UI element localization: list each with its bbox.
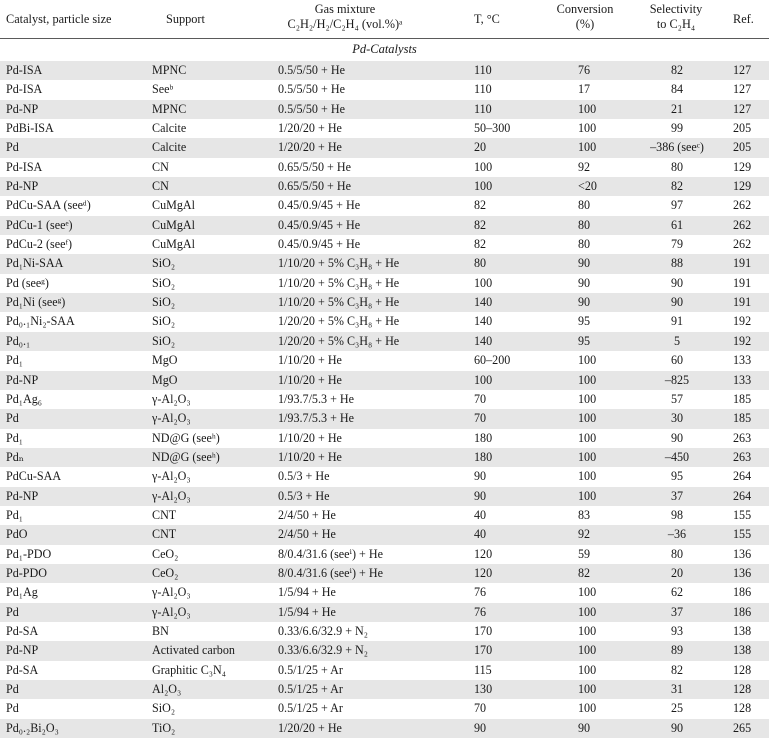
cell-temperature: 100 [474, 372, 493, 387]
cell-temperature: 120 [474, 546, 493, 561]
cell-conversion: 82 [578, 565, 591, 580]
cell-temperature: 60–200 [474, 353, 511, 368]
cell-support: γ-Al₂O₃ [152, 469, 191, 484]
cell-ref: 129 [733, 159, 752, 174]
cell-ref: 264 [733, 469, 752, 484]
table-row [0, 622, 769, 641]
cell-temperature: 170 [474, 623, 493, 638]
cell-conversion: 100 [578, 488, 597, 503]
cell-gas-mixture: 1/20/20 + 5% C₃H₈ + He [278, 314, 400, 329]
table-row [0, 177, 769, 196]
cell-gas-mixture: 0.5/5/50 + He [278, 101, 345, 116]
header-gas-line2: C₂H₂/H₂/C₂H₄ (vol.%)ᵃ [287, 17, 403, 31]
table-row [0, 680, 769, 699]
cell-conversion: 100 [578, 623, 597, 638]
cell-catalyst: PdBi-ISA [6, 121, 54, 136]
cell-support: SiO₂ [152, 314, 176, 329]
cell-gas-mixture: 0.45/0.9/45 + He [278, 198, 361, 213]
cell-temperature: 70 [474, 411, 487, 426]
cell-conversion: 100 [578, 372, 597, 387]
cell-support: SiO₂ [152, 295, 176, 310]
cell-support: CNT [152, 527, 177, 542]
cell-support: CN [152, 179, 169, 194]
header-ref: Ref. [733, 12, 754, 26]
header-conversion-line2: (%) [575, 17, 595, 31]
cell-support: CN [152, 159, 169, 174]
cell-support: Seeᵇ [152, 82, 174, 97]
cell-ref: 138 [733, 643, 752, 658]
table-row [0, 661, 769, 680]
cell-ref: 136 [733, 546, 752, 561]
cell-catalyst: Pd [6, 604, 19, 619]
cell-temperature: 76 [474, 604, 487, 619]
cell-ref: 192 [733, 314, 752, 329]
cell-support: BN [152, 623, 169, 638]
cell-catalyst: Pd₀.₁ [6, 333, 31, 348]
cell-selectivity: 90 [670, 275, 684, 290]
cell-ref: 205 [733, 121, 752, 136]
cell-conversion: 100 [578, 391, 597, 406]
cell-support: MgO [152, 372, 178, 387]
cell-conversion: 100 [578, 643, 597, 658]
cell-conversion: 83 [578, 507, 591, 522]
cell-ref: 127 [733, 82, 752, 97]
cell-gas-mixture: 0.65/5/50 + He [278, 159, 351, 174]
table-row [0, 312, 769, 331]
cell-catalyst: Pd-ISA [6, 159, 43, 174]
cell-conversion: 92 [578, 159, 591, 174]
cell-catalyst: Pd-NP [6, 372, 39, 387]
header-gas-line1: Gas mixture [314, 2, 376, 16]
cell-catalyst: Pd₁Ag [6, 585, 38, 600]
cell-support: CeO₂ [152, 565, 179, 580]
cell-ref: 185 [733, 411, 752, 426]
cell-conversion: 100 [578, 682, 597, 696]
cell-selectivity: 61 [670, 217, 684, 232]
cell-gas-mixture: 1/10/20 + 5% C₃H₈ + He [278, 295, 400, 310]
cell-support: MPNC [152, 63, 187, 77]
cell-temperature: 100 [474, 179, 493, 194]
cell-conversion: 100 [578, 430, 597, 445]
cell-catalyst: Pd₁Ni (seeᵍ) [6, 295, 66, 310]
cell-catalyst: Pd₁ [6, 507, 23, 522]
cell-gas-mixture: 0.5/3 + He [278, 488, 330, 503]
cell-catalyst: PdCu-SAA (seeᵈ) [6, 198, 91, 213]
cell-support: TiO₂ [152, 720, 176, 735]
cell-support: γ-Al₂O₃ [152, 585, 191, 600]
cell-selectivity: 80 [670, 159, 684, 174]
cell-gas-mixture: 0.5/1/25 + Ar [278, 662, 343, 677]
cell-conversion: 90 [578, 275, 591, 290]
cell-temperature: 90 [474, 720, 487, 735]
cell-temperature: 110 [474, 101, 492, 116]
cell-conversion: 100 [578, 585, 597, 600]
cell-catalyst: PdCu-1 (seeᵉ) [6, 217, 73, 232]
cell-catalyst: Pd₁-PDO [6, 546, 52, 561]
cell-conversion: 90 [578, 295, 591, 310]
cell-support: γ-Al₂O₃ [152, 411, 191, 426]
cell-support: Calcite [152, 140, 187, 155]
table-row [0, 332, 769, 351]
cell-temperature: 140 [474, 333, 493, 348]
cell-ref: 262 [733, 237, 752, 252]
cell-catalyst: Pd₁ [6, 353, 23, 368]
cell-conversion: 100 [578, 411, 597, 426]
table-row [0, 467, 769, 486]
header-temperature: T, °C [474, 12, 500, 26]
cell-gas-mixture: 1/5/94 + He [278, 604, 336, 619]
cell-ref: 186 [733, 585, 752, 600]
cell-conversion: 100 [578, 121, 597, 136]
cell-conversion: 100 [578, 353, 597, 368]
cell-catalyst: Pd [6, 140, 19, 155]
cell-selectivity: 21 [670, 101, 684, 116]
cell-selectivity: 89 [670, 643, 684, 658]
cell-catalyst: Pd-SA [6, 623, 39, 638]
cell-gas-mixture: 0.65/5/50 + He [278, 179, 351, 194]
cell-catalyst: Pd-NP [6, 643, 39, 658]
cell-selectivity: 82 [670, 662, 684, 677]
cell-ref: 128 [733, 662, 752, 677]
cell-conversion: 100 [578, 140, 597, 155]
table-row [0, 351, 769, 370]
cell-support: ND@G (seeʰ) [152, 449, 220, 464]
cell-selectivity: 93 [670, 623, 684, 638]
cell-conversion: 59 [578, 546, 591, 561]
cell-selectivity: 82 [670, 179, 684, 194]
cell-gas-mixture: 0.5/3 + He [278, 469, 330, 484]
table-row [0, 119, 769, 138]
table-row [0, 409, 769, 428]
header-support: Support [166, 12, 205, 26]
cell-conversion: 100 [578, 469, 597, 484]
cell-gas-mixture: 1/10/20 + 5% C₃H₈ + He [278, 275, 400, 290]
cell-selectivity: 84 [670, 82, 684, 97]
cell-conversion: 95 [578, 314, 591, 329]
cell-catalyst: Pd-ISA [6, 82, 43, 97]
cell-selectivity: 57 [670, 391, 684, 406]
cell-support: Graphitic C₃N₄ [152, 662, 226, 677]
header-conversion [545, 2, 625, 32]
table-row [0, 564, 769, 583]
cell-selectivity: 80 [670, 546, 684, 561]
cell-support: CeO₂ [152, 546, 179, 561]
table-row [0, 699, 769, 718]
header-selectivity-line2: to C₂H₄ [656, 17, 696, 31]
cell-conversion: 92 [578, 527, 591, 542]
cell-ref: 133 [733, 353, 752, 368]
table-row [0, 603, 769, 622]
cell-conversion: 90 [578, 720, 591, 735]
cell-gas-mixture: 0.33/6.6/32.9 + N₂ [278, 643, 368, 658]
cell-support: SiO₂ [152, 701, 176, 716]
cell-conversion: 100 [578, 701, 597, 716]
cell-catalyst: Pd [6, 682, 19, 696]
cell-selectivity: 99 [670, 121, 684, 136]
table-row [0, 525, 769, 544]
cell-selectivity: 31 [670, 682, 684, 696]
cell-ref: 138 [733, 623, 752, 638]
cell-ref: 263 [733, 449, 752, 464]
cell-temperature: 170 [474, 643, 493, 658]
cell-catalyst: Pd₁ [6, 430, 23, 445]
cell-temperature: 110 [474, 82, 492, 97]
cell-catalyst: Pd-PDO [6, 565, 47, 580]
cell-temperature: 76 [474, 585, 487, 600]
cell-support: Calcite [152, 121, 187, 136]
table-row [0, 61, 769, 80]
cell-gas-mixture: 1/20/20 + He [278, 720, 342, 735]
table-row [0, 138, 769, 157]
cell-ref: 128 [733, 701, 752, 716]
cell-selectivity: 82 [670, 63, 684, 77]
cell-ref: 185 [733, 391, 752, 406]
cell-ref: 128 [733, 682, 752, 696]
header-selectivity [636, 2, 716, 32]
cell-gas-mixture: 0.45/0.9/45 + He [278, 237, 361, 252]
cell-support: SiO₂ [152, 275, 176, 290]
cell-catalyst: Pd-NP [6, 101, 39, 116]
cell-gas-mixture: 1/10/20 + He [278, 372, 342, 387]
table-row [0, 371, 769, 390]
cell-conversion: 90 [578, 256, 591, 271]
table-row [0, 254, 769, 273]
table-row [0, 235, 769, 254]
cell-ref: 127 [733, 63, 752, 77]
cell-conversion: 80 [578, 198, 591, 213]
cell-selectivity: 88 [670, 256, 684, 271]
cell-catalyst: Pd [6, 701, 19, 716]
table-row [0, 429, 769, 448]
cell-gas-mixture: 8/0.4/31.6 (seeⁱ) + He [278, 565, 383, 580]
cell-conversion: 100 [578, 101, 597, 116]
cell-catalyst: Pd₁Ag₆ [6, 391, 42, 406]
header-conversion-line1: Conversion [556, 2, 614, 16]
cell-catalyst: Pd [6, 411, 19, 426]
cell-selectivity: 37 [670, 488, 684, 503]
cell-temperature: 82 [474, 237, 487, 252]
cell-temperature: 90 [474, 469, 487, 484]
cell-temperature: 110 [474, 63, 492, 77]
cell-support: CuMgAl [152, 237, 196, 252]
cell-catalyst: Pd-NP [6, 179, 39, 194]
cell-ref: 205 [733, 140, 752, 155]
table-row [0, 545, 769, 564]
cell-temperature: 40 [474, 507, 487, 522]
cell-conversion: 76 [578, 63, 591, 77]
cell-gas-mixture: 1/10/20 + He [278, 353, 342, 368]
cell-selectivity: –825 [664, 372, 690, 387]
table-row [0, 293, 769, 312]
cell-conversion: 100 [578, 662, 597, 677]
cell-gas-mixture: 2/4/50 + He [278, 507, 336, 522]
cell-temperature: 180 [474, 449, 493, 464]
table-row [0, 158, 769, 177]
cell-ref: 192 [733, 333, 752, 348]
cell-selectivity: 5 [673, 333, 681, 348]
cell-support: SiO₂ [152, 256, 176, 271]
cell-selectivity: 90 [670, 720, 684, 735]
cell-gas-mixture: 1/20/20 + 5% C₃H₈ + He [278, 333, 400, 348]
cell-catalyst: PdO [6, 527, 28, 542]
cell-gas-mixture: 1/20/20 + He [278, 140, 342, 155]
cell-selectivity: –386 (seeᶜ) [650, 140, 704, 155]
cell-support: ND@G (seeʰ) [152, 430, 220, 445]
table-row [0, 100, 769, 119]
cell-conversion: 100 [578, 449, 597, 464]
cell-catalyst: Pd-SA [6, 662, 39, 677]
header-selectivity-line1: Selectivity [649, 2, 703, 16]
cell-gas-mixture: 0.5/1/25 + Ar [278, 701, 343, 716]
cell-support: Al₂O₃ [152, 682, 182, 696]
cell-conversion: 95 [578, 333, 591, 348]
cell-conversion: <20 [578, 179, 597, 194]
cell-conversion: 17 [578, 82, 591, 97]
cell-support: MgO [152, 353, 178, 368]
table-row [0, 487, 769, 506]
table-row [0, 390, 769, 409]
cell-ref: 155 [733, 507, 752, 522]
cell-catalyst: Pd₀.₂Bi₂O₃ [6, 720, 59, 735]
cell-gas-mixture: 0.33/6.6/32.9 + N₂ [278, 623, 368, 638]
cell-ref: 263 [733, 430, 752, 445]
cell-temperature: 90 [474, 488, 487, 503]
table-header [0, 0, 769, 38]
cell-temperature: 82 [474, 198, 487, 213]
cell-ref: 191 [733, 256, 752, 271]
cell-ref: 264 [733, 488, 752, 503]
cell-conversion: 80 [578, 217, 591, 232]
cell-support: γ-Al₂O₃ [152, 391, 191, 406]
cell-selectivity: 97 [670, 198, 684, 213]
table-body [0, 61, 769, 738]
cell-selectivity: 37 [670, 604, 684, 619]
cell-catalyst: Pd-NP [6, 488, 39, 503]
cell-catalyst: Pd (seeᵍ) [6, 275, 49, 290]
cell-conversion: 80 [578, 237, 591, 252]
cell-temperature: 20 [474, 140, 487, 155]
cell-catalyst: Pd-ISA [6, 63, 43, 77]
cell-support: MPNC [152, 101, 187, 116]
cell-gas-mixture: 2/4/50 + He [278, 527, 336, 542]
cell-gas-mixture: 0.45/0.9/45 + He [278, 217, 361, 232]
cell-temperature: 140 [474, 314, 493, 329]
cell-gas-mixture: 8/0.4/31.6 (seeⁱ) + He [278, 546, 383, 561]
cell-catalyst: PdCu-2 (seeᶠ) [6, 237, 73, 252]
cell-ref: 136 [733, 565, 752, 580]
cell-selectivity: 90 [670, 430, 684, 445]
cell-selectivity: 91 [670, 314, 684, 329]
table-row [0, 80, 769, 99]
header-catalyst: Catalyst, particle size [6, 12, 112, 26]
table-row [0, 448, 769, 467]
cell-ref: 262 [733, 217, 752, 232]
cell-selectivity: –36 [667, 527, 687, 542]
cell-ref: 133 [733, 372, 752, 387]
cell-catalyst: Pdₙ [6, 449, 25, 464]
cell-temperature: 82 [474, 217, 487, 232]
cell-support: γ-Al₂O₃ [152, 488, 191, 503]
cell-temperature: 50–300 [474, 121, 511, 136]
cell-gas-mixture: 0.5/5/50 + He [278, 82, 345, 97]
cell-ref: 129 [733, 179, 752, 194]
cell-support: Activated carbon [152, 643, 235, 658]
cell-temperature: 120 [474, 565, 493, 580]
cell-temperature: 140 [474, 295, 493, 310]
cell-selectivity: –450 [664, 449, 690, 464]
cell-support: CuMgAl [152, 217, 196, 232]
cell-selectivity: 95 [670, 469, 684, 484]
cell-gas-mixture: 1/5/94 + He [278, 585, 336, 600]
cell-ref: 155 [733, 527, 752, 542]
table-row [0, 216, 769, 235]
cell-temperature: 180 [474, 430, 493, 445]
cell-ref: 186 [733, 604, 752, 619]
cell-selectivity: 90 [670, 295, 684, 310]
cell-gas-mixture: 0.5/5/50 + He [278, 63, 345, 77]
cell-selectivity: 62 [670, 585, 684, 600]
cell-temperature: 100 [474, 159, 493, 174]
cell-catalyst: Pd₀.₁Ni₂-SAA [6, 314, 75, 329]
cell-gas-mixture: 0.5/1/25 + Ar [278, 682, 343, 696]
cell-temperature: 70 [474, 701, 487, 716]
cell-ref: 191 [733, 295, 752, 310]
cell-selectivity: 79 [670, 237, 684, 252]
cell-temperature: 40 [474, 527, 487, 542]
cell-gas-mixture: 1/20/20 + He [278, 121, 342, 136]
cell-gas-mixture: 1/93.7/5.3 + He [278, 411, 355, 426]
cell-ref: 262 [733, 198, 752, 213]
cell-temperature: 115 [474, 662, 492, 677]
cell-catalyst: PdCu-SAA [6, 469, 62, 484]
cell-temperature: 130 [474, 682, 493, 696]
cell-selectivity: 20 [670, 565, 684, 580]
cell-gas-mixture: 1/10/20 + 5% C₃H₈ + He [278, 256, 400, 271]
cell-temperature: 100 [474, 275, 493, 290]
cell-support: SiO₂ [152, 333, 176, 348]
cell-ref: 265 [733, 720, 752, 735]
table-row [0, 719, 769, 738]
table-row [0, 506, 769, 525]
cell-selectivity: 25 [670, 701, 684, 716]
cell-support: CuMgAl [152, 198, 196, 213]
cell-gas-mixture: 1/10/20 + He [278, 430, 342, 445]
cell-selectivity: 60 [670, 353, 684, 368]
cell-temperature: 70 [474, 391, 487, 406]
cell-ref: 191 [733, 275, 752, 290]
cell-support: CNT [152, 507, 177, 522]
cell-gas-mixture: 1/10/20 + He [278, 449, 342, 464]
table-row [0, 641, 769, 660]
cell-ref: 127 [733, 101, 752, 116]
table-row [0, 583, 769, 602]
cell-temperature: 80 [474, 256, 487, 271]
header-gas-mixture [270, 2, 420, 32]
cell-conversion: 100 [578, 604, 597, 619]
cell-support: γ-Al₂O₃ [152, 604, 191, 619]
cell-selectivity: 30 [670, 411, 684, 426]
section-title: Pd-Catalysts [352, 42, 417, 56]
cell-selectivity: 98 [670, 507, 684, 522]
cell-gas-mixture: 1/93.7/5.3 + He [278, 391, 355, 406]
table-row [0, 196, 769, 215]
cell-catalyst: Pd₁Ni-SAA [6, 256, 64, 271]
table-row [0, 274, 769, 293]
